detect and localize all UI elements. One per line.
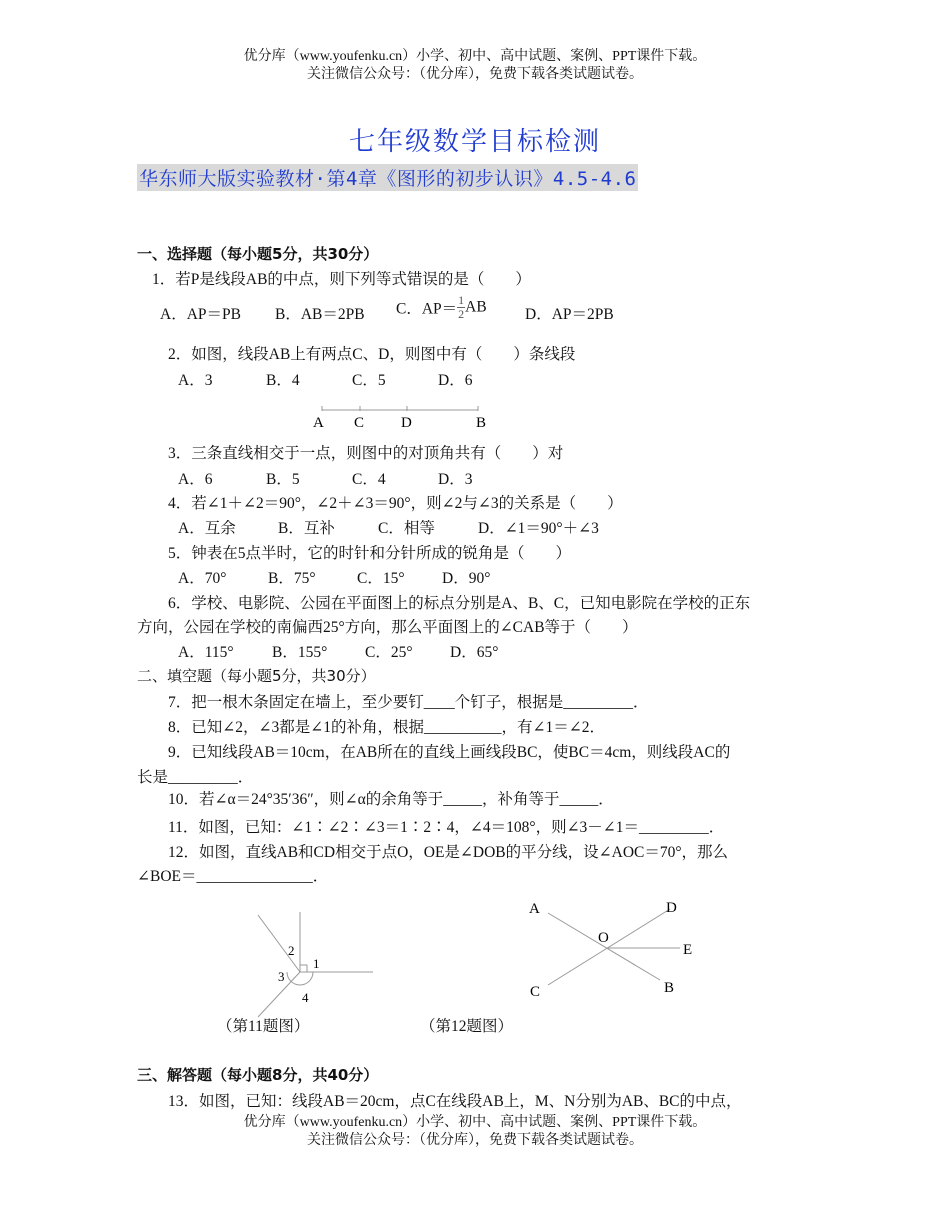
page-footer-line-2: 关注微信公众号：（优分库），免费下载各类试题试卷。: [307, 1133, 643, 1148]
fig12-label-c: C: [530, 984, 541, 1000]
point-d-label: D: [401, 415, 412, 431]
fig12-line-ab: [548, 913, 660, 980]
q4-stem: 4．若∠1＋∠2＝90°，∠2＋∠3＝90°，则∠2与∠3的关系是（ ）: [168, 495, 623, 512]
q3-option-c: C．4: [352, 471, 386, 488]
figure-11: [240, 905, 390, 1025]
page-subtitle: 华东师大版实验教材·第4章《图形的初步认识》4.5-4.6: [137, 164, 638, 191]
q6-option-b: B．155°: [272, 644, 328, 661]
q1-option-c: [396, 294, 487, 321]
fig12-label-a: A: [529, 901, 540, 917]
fig12-label-d: D: [666, 900, 677, 916]
q1-option-a: A．AP＝PB: [160, 306, 241, 323]
fig11-label-4: 4: [302, 990, 309, 1005]
q5-stem: 5．钟表在5点半时，它的时针和分针所成的锐角是（ ）: [168, 545, 572, 562]
fig12-label-b: B: [664, 980, 675, 996]
q3-stem: 3．三条直线相交于一点，则图中的对顶角共有（ ）对: [168, 445, 564, 462]
q8-text: 8．已知∠2，∠3都是∠1的补角，根据__________，有∠1＝∠2．: [168, 719, 605, 736]
point-b-label: B: [476, 415, 487, 431]
q2-stem: 2．如图，线段AB上有两点C、D，则图中有（ ）条线段: [168, 346, 576, 363]
fig11-label-3: 3: [278, 969, 285, 984]
q4-option-b: B．互补: [278, 520, 335, 537]
q7-text: 7．把一根木条固定在墙上，至少要钉____个钉子，根据是_________．: [168, 694, 649, 711]
q12-text-line-2: ∠BOE＝_______________．: [137, 868, 329, 885]
page-header-line-2: 关注微信公众号：（优分库），免费下载各类试题试卷。: [307, 67, 643, 82]
figure-12: [520, 893, 710, 1008]
q5-option-a: A．70°: [178, 570, 227, 587]
q3-option-d: D．3: [438, 471, 473, 488]
q5-option-c: C．15°: [357, 570, 405, 587]
q5-option-b: B．75°: [268, 570, 316, 587]
fraction-numerator: 1: [458, 293, 465, 307]
fig12-label-e: E: [683, 942, 693, 958]
q2-option-b: B．4: [266, 372, 300, 389]
q2-option-c: C．5: [352, 372, 386, 389]
page-footer-line-1: 优分库（www.youfenku.cn）小学、初中、高中试题、案例、PPT课件下载。: [243, 1115, 707, 1130]
fig11-label-2: 2: [288, 943, 295, 958]
q9-text-line-1: 9．已知线段AB＝10cm，在AB所在的直线上画线段BC，使BC＝4cm，则线段AC的: [168, 744, 731, 761]
fraction-denominator: 2: [458, 307, 465, 321]
q13-text: 13．如图，已知：线段AB＝20cm，点C在线段AB上，M、N分别为AB、BC的中点，: [168, 1093, 742, 1110]
q5-option-d: D．90°: [442, 570, 491, 587]
q6-option-c: C．25°: [365, 644, 413, 661]
q2-segment-figure: [300, 398, 500, 432]
q12-text-line-1: 12．如图，直线AB和CD相交于点O，OE是∠DOB的平分线，设∠AOC＝70°，那么: [168, 844, 729, 861]
section-2-heading: 二、填空题（每小题5分，共30分）: [137, 667, 376, 685]
q6-stem-line-1: 6．学校、电影院、公园在平面图上的标点分别是A、B、C，已知电影院在学校的正东: [168, 595, 751, 612]
page-title: 七年级数学目标检测: [348, 127, 601, 157]
fig12-line-cd: [548, 909, 670, 985]
fig11-label-1: 1: [313, 956, 320, 971]
point-a-label: A: [313, 415, 324, 431]
q6-option-a: A．115°: [178, 644, 234, 661]
q6-stem-line-2: 方向，公园在学校的南偏西25°方向，那么平面图上的∠CAB等于（ ）: [137, 619, 638, 636]
one-half-fraction: [457, 294, 465, 321]
q3-option-b: B．5: [266, 471, 300, 488]
figure-11-caption: （第11题图）: [217, 1018, 310, 1035]
fig11-right-angle-mark: [300, 965, 307, 972]
fig11-angle-4-arc: [287, 972, 313, 985]
page-header-line-1: 优分库（www.youfenku.cn）小学、初中、高中试题、案例、PPT课件下载。: [243, 49, 707, 64]
section-1-heading: 一、选择题（每小题5分，共30分）: [137, 245, 379, 263]
q3-option-a: A．6: [178, 471, 213, 488]
figure-12-caption: （第12题图）: [420, 1018, 514, 1035]
q4-option-d: D．∠1＝90°＋∠3: [478, 520, 599, 537]
q4-option-c: C．相等: [378, 520, 435, 537]
point-c-label: C: [354, 415, 365, 431]
section-3-heading: 三、解答题（每小题8分，共40分）: [137, 1066, 379, 1084]
q4-option-a: A．互余: [178, 520, 236, 537]
fig12-label-o: O: [598, 930, 609, 946]
q10-text: 10．若∠α＝24°35′36″，则∠α的余角等于_____，补角等于_____．: [168, 791, 614, 808]
q1-stem: 1．若P是线段AB的中点，则下列等式错误的是（ ）: [152, 271, 531, 288]
q2-option-a: A．3: [178, 372, 213, 389]
q1-option-c-suffix: AB: [465, 298, 487, 316]
q11-text: 11．如图，已知：∠1∶∠2∶∠3＝1∶2∶4，∠4＝108°，则∠3－∠1＝_________．: [168, 819, 725, 836]
q6-option-d: D．65°: [450, 644, 499, 661]
q1-option-d: D．AP＝2PB: [525, 306, 614, 323]
q9-text-line-2: 长是_________．: [137, 769, 254, 786]
q2-option-d: D．6: [438, 372, 473, 389]
q1-option-b: B．AB＝2PB: [275, 306, 365, 323]
q1-option-c-prefix: C．AP＝: [396, 300, 458, 318]
